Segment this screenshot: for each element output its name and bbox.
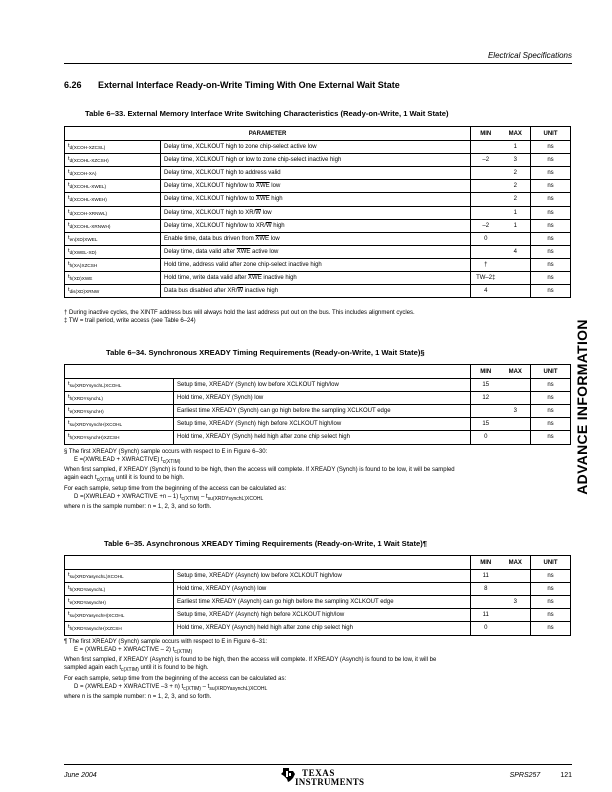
table2-note-7: where n is the sample number: n = 1, 2, 3, and so forth. bbox=[64, 504, 212, 511]
min-value bbox=[471, 193, 501, 206]
parameter-description: Delay time, XCLKOUT high/low to $\overline{XWE}$ low bbox=[161, 180, 471, 193]
table-row bbox=[65, 167, 571, 180]
table3-header-min: MIN bbox=[471, 556, 501, 570]
parameter-symbol: $t_{su(XRDYasynchH)XCOHL}$ bbox=[65, 609, 174, 622]
section-title-text: External Interface Ready-on-Write Timing With One External Wait State bbox=[98, 80, 400, 90]
parameter-description: Hold time, XREADY (Asynch) low bbox=[174, 583, 471, 596]
parameter-description: Delay time, XCLKOUT high/low to $XR/\overline{W}$ high bbox=[161, 219, 471, 232]
table-row bbox=[65, 392, 571, 405]
table2-note-5: For each sample, setup time from the beginning of the access can be calculated as: bbox=[64, 485, 287, 492]
table3-header-blank bbox=[65, 556, 471, 570]
max-value bbox=[501, 392, 531, 405]
table3-note-3: When first sampled, if XREADY (Asynch) is found to be high, then the access will complete. If XREADY (Asynch) is found to be low, it will be bbox=[64, 657, 437, 664]
table-row bbox=[65, 622, 571, 635]
table-row bbox=[65, 596, 571, 609]
parameter-symbol: $t_{d(XCOHL-XWEH)}$ bbox=[65, 193, 161, 206]
header-rule bbox=[64, 63, 572, 64]
max-value: 1 bbox=[501, 141, 531, 154]
table2-note-2: E =(XWRLEAD + XWRACTIVE) $t_{c(XTIM)}$ bbox=[74, 457, 181, 466]
table3-header-unit: UNIT bbox=[531, 556, 571, 570]
max-value bbox=[501, 379, 531, 392]
parameter-description: Hold time, address valid after zone chip-select inactive high bbox=[161, 258, 471, 271]
table2-note-4: again each $t_{c(XTIM)}$ until it is found to be high. bbox=[64, 475, 185, 484]
max-value: 2 bbox=[501, 167, 531, 180]
unit-value: ns bbox=[531, 219, 571, 232]
table1-note-ddagger: ‡ TW = trail period, write access (see Table 6–24) bbox=[64, 318, 196, 325]
table-row bbox=[65, 258, 571, 271]
parameter-symbol: $t_{d(XCOHL-XRNWH)}$ bbox=[65, 219, 161, 232]
parameter-symbol: $t_{e(XRDYsynchH)}$ bbox=[65, 405, 174, 418]
table3-caption: Table 6–35. Asynchronous XREADY Timing Requirements (Ready-on-Write, 1 Wait State)¶ bbox=[104, 539, 427, 548]
section-number: 6.26 bbox=[64, 80, 82, 90]
parameter-symbol: $t_{d(XCOH-XA)}$ bbox=[65, 167, 161, 180]
unit-value: ns bbox=[531, 405, 571, 418]
table1-note-dagger: † During inactive cycles, the XINTF address bus will always hold the last address put out on the bus. This includes alignment cycles. bbox=[64, 310, 415, 316]
parameter-description: Delay time, XCLKOUT high or low to zone chip-select inactive high bbox=[161, 154, 471, 167]
footer-right bbox=[510, 772, 572, 779]
unit-value: ns bbox=[531, 609, 571, 622]
table-row bbox=[65, 285, 571, 298]
table1-header-unit: UNIT bbox=[531, 127, 571, 141]
parameter-description: Hold time, XREADY (Synch) held high after zone chip select high bbox=[174, 431, 471, 444]
max-value bbox=[501, 418, 531, 431]
table3-note-4: sampled again each $t_{c(XTIM)}$ until it is found to be high. bbox=[64, 665, 209, 674]
parameter-symbol: $t_{h(XRDYsynchL)}$ bbox=[65, 392, 174, 405]
parameter-description: Enable time, data bus driven from $\overline{XWE}$ low bbox=[161, 232, 471, 245]
parameter-symbol: $t_{su(XRDYasynchL)XCOHL}$ bbox=[65, 570, 174, 583]
parameter-description: Earliest time XREADY (Synch) can go high before the sampling XCLKOUT edge bbox=[174, 405, 471, 418]
max-value bbox=[501, 570, 531, 583]
texas-instruments-logo bbox=[278, 767, 368, 787]
table2-caption: Table 6–34. Synchronous XREADY Timing Requirements (Ready-on-Write, 1 Wait State)§ bbox=[106, 348, 425, 357]
table2-header-min: MIN bbox=[471, 365, 501, 379]
min-value: 11 bbox=[471, 570, 501, 583]
max-value: 3 bbox=[501, 405, 531, 418]
footer-date: June 2004 bbox=[64, 772, 97, 779]
advance-information-banner: ADVANCE INFORMATION bbox=[574, 319, 590, 495]
unit-value: ns bbox=[531, 622, 571, 635]
max-value bbox=[501, 258, 531, 271]
min-value: 15 bbox=[471, 418, 501, 431]
min-value: † bbox=[471, 258, 501, 271]
min-value bbox=[471, 596, 501, 609]
max-value bbox=[501, 609, 531, 622]
min-value bbox=[471, 245, 501, 258]
unit-value: ns bbox=[531, 154, 571, 167]
parameter-description: Delay time, XCLKOUT high to $XR/\overline{W}$ low bbox=[161, 206, 471, 219]
parameter-description: Earliest time XREADY (Asynch) can go high before the sampling XCLKOUT edge bbox=[174, 596, 471, 609]
max-value: 1 bbox=[501, 219, 531, 232]
min-value bbox=[471, 206, 501, 219]
parameter-description: Setup time, XREADY (Synch) high before XCLKOUT high/low bbox=[174, 418, 471, 431]
table-row bbox=[65, 206, 571, 219]
parameter-symbol: $t_{su(XRDYsynchH)XCOHL}$ bbox=[65, 418, 174, 431]
min-value bbox=[471, 405, 501, 418]
min-value bbox=[471, 141, 501, 154]
parameter-symbol: $t_{d(XCOHL-XZCSH)}$ bbox=[65, 154, 161, 167]
footer-rule bbox=[64, 764, 572, 765]
unit-value: ns bbox=[531, 167, 571, 180]
table2-header-unit: UNIT bbox=[531, 365, 571, 379]
min-value: 15 bbox=[471, 379, 501, 392]
table-row bbox=[65, 232, 571, 245]
parameter-description: Delay time, XCLKOUT high to address valid bbox=[161, 167, 471, 180]
unit-value: ns bbox=[531, 418, 571, 431]
parameter-description: Data bus disabled after $XR/\overline{W}$ inactive high bbox=[161, 285, 471, 298]
min-value bbox=[471, 180, 501, 193]
table2-header-max: MAX bbox=[501, 365, 531, 379]
parameter-symbol: $t_{d(XCOH-XRNWL)}$ bbox=[65, 206, 161, 219]
table2 bbox=[64, 364, 571, 445]
max-value: 1 bbox=[501, 206, 531, 219]
table-row bbox=[65, 609, 571, 622]
unit-value: ns bbox=[531, 245, 571, 258]
table3-note-6: D = (XWRLEAD + XWRACTIVE –3 + n) $t_{c(XTIM)} - t_{su(XRDYasynchL)XCOHL}$ bbox=[74, 683, 268, 693]
parameter-symbol: $t_{h(XA)XZCSH}$ bbox=[65, 258, 161, 271]
unit-value: ns bbox=[531, 272, 571, 285]
table1-header-parameter: PARAMETER bbox=[65, 127, 471, 141]
min-value: 4 bbox=[471, 285, 501, 298]
min-value: 0 bbox=[471, 431, 501, 444]
footer-doc-id: SPRS257 bbox=[509, 772, 541, 779]
min-value: –2 bbox=[471, 154, 501, 167]
max-value: 3 bbox=[501, 154, 531, 167]
unit-value: ns bbox=[531, 193, 571, 206]
table1 bbox=[64, 126, 571, 298]
max-value bbox=[501, 622, 531, 635]
table-row bbox=[65, 193, 571, 206]
table1-notes bbox=[64, 309, 415, 325]
min-value: 8 bbox=[471, 583, 501, 596]
unit-value: ns bbox=[531, 392, 571, 405]
parameter-symbol: $t_{d(XWEL-XD)}$ bbox=[65, 245, 161, 258]
table2-note-6: D =(XWRLEAD + XWRACTIVE +n – 1) $t_{c(XTIM)} - t_{su(XRDYsynchL)XCOHL}$ bbox=[74, 493, 264, 503]
table3-note-1: ¶ The first XREADY (Synch) sample occurs with respect to E in Figure 6–31: bbox=[64, 639, 268, 645]
table3-note-5: For each sample, setup time from the beginning of the access can be calculated as: bbox=[64, 675, 287, 682]
max-value bbox=[501, 285, 531, 298]
footer-page-number: 121 bbox=[560, 772, 572, 779]
table-row bbox=[65, 431, 571, 444]
unit-value: ns bbox=[531, 583, 571, 596]
max-value bbox=[501, 272, 531, 285]
min-value bbox=[471, 167, 501, 180]
unit-value: ns bbox=[531, 232, 571, 245]
unit-value: ns bbox=[531, 180, 571, 193]
max-value: 2 bbox=[501, 180, 531, 193]
table3-note-7: where n is the sample number: n = 1, 2, 3, and so forth. bbox=[64, 694, 212, 701]
max-value bbox=[501, 431, 531, 444]
table2-note-1: § The first XREADY (Synch) sample occurs with respect to E in Figure 6–30: bbox=[64, 449, 268, 455]
table-row bbox=[65, 583, 571, 596]
unit-value: ns bbox=[531, 206, 571, 219]
unit-value: ns bbox=[531, 431, 571, 444]
parameter-symbol: $t_{d(XCOH-XZCSL)}$ bbox=[65, 141, 161, 154]
table3 bbox=[64, 555, 571, 636]
parameter-symbol: $t_{d(XCOHL-XWEL)}$ bbox=[65, 180, 161, 193]
parameter-symbol: $t_{h(XD)XWE}$ bbox=[65, 272, 161, 285]
parameter-symbol: $t_{h(XRDYasynchL)}$ bbox=[65, 583, 174, 596]
table1-header-max: MAX bbox=[501, 127, 531, 141]
min-value: –2 bbox=[471, 219, 501, 232]
parameter-symbol: $t_{h(XRDYsynchH)XZCSH}$ bbox=[65, 431, 174, 444]
min-value: 0 bbox=[471, 622, 501, 635]
parameter-description: Setup time, XREADY (Asynch) low before XCLKOUT high/low bbox=[174, 570, 471, 583]
ti-brand-line1: TEXAS bbox=[302, 768, 336, 778]
parameter-description: Delay time, XCLKOUT high to zone chip-select active low bbox=[161, 141, 471, 154]
table-row bbox=[65, 272, 571, 285]
max-value: 2 bbox=[501, 193, 531, 206]
parameter-description: Hold time, XREADY (Asynch) held high after zone chip select high bbox=[174, 622, 471, 635]
table3-notes bbox=[64, 638, 436, 701]
table-row bbox=[65, 570, 571, 583]
unit-value: ns bbox=[531, 596, 571, 609]
parameter-description: Delay time, XCLKOUT high/low to $\overline{XWE}$ high bbox=[161, 193, 471, 206]
parameter-symbol: $t_{su(XRDYsynchL)XCOHL}$ bbox=[65, 379, 174, 392]
parameter-description: Delay time, data valid after $\overline{XWE}$ active low bbox=[161, 245, 471, 258]
unit-value: ns bbox=[531, 570, 571, 583]
table2-header-blank bbox=[65, 365, 471, 379]
parameter-description: Hold time, write data valid after $\overline{XWE}$ inactive high bbox=[161, 272, 471, 285]
table2-note-3: When first sampled, if XREADY (Synch) is found to be high, then the access will complete. If XREADY (Synch) is found to be low, it will be sampled bbox=[64, 467, 455, 474]
table3-header-max: MAX bbox=[501, 556, 531, 570]
table-row bbox=[65, 405, 571, 418]
table-row bbox=[65, 219, 571, 232]
max-value bbox=[501, 583, 531, 596]
table3-note-2: E = (XWRLEAD + XWRACTIVE – 2) $t_{c(XTIM)}$ bbox=[74, 647, 193, 656]
ti-state-icon bbox=[280, 767, 296, 783]
parameter-description: Setup time, XREADY (Synch) low before XCLKOUT high/low bbox=[174, 379, 471, 392]
table-row bbox=[65, 180, 571, 193]
parameter-symbol: $t_{dis(XD)XRNW}$ bbox=[65, 285, 161, 298]
table-row bbox=[65, 418, 571, 431]
table-row bbox=[65, 379, 571, 392]
parameter-symbol: $t_{e(XRDYasynchH)}$ bbox=[65, 596, 174, 609]
parameter-description: Setup time, XREADY (Asynch) high before XCLKOUT high/low bbox=[174, 609, 471, 622]
parameter-symbol: $t_{en(XD)XWEL}$ bbox=[65, 232, 161, 245]
unit-value: ns bbox=[531, 285, 571, 298]
ti-brand-line2: INSTRUMENTS bbox=[295, 777, 365, 787]
table1-header-min: MIN bbox=[471, 127, 501, 141]
table1-caption: Table 6–33. External Memory Interface Write Switching Characteristics (Ready-on-Write, 1 Wait State) bbox=[85, 109, 449, 118]
max-value bbox=[501, 232, 531, 245]
min-value: 12 bbox=[471, 392, 501, 405]
table-row bbox=[65, 154, 571, 167]
min-value: 11 bbox=[471, 609, 501, 622]
running-header: Electrical Specifications bbox=[487, 51, 572, 60]
max-value: 4 bbox=[501, 245, 531, 258]
max-value: 3 bbox=[501, 596, 531, 609]
unit-value: ns bbox=[531, 258, 571, 271]
unit-value: ns bbox=[531, 379, 571, 392]
parameter-description: Hold time, XREADY (Synch) low bbox=[174, 392, 471, 405]
table-row bbox=[65, 245, 571, 258]
table2-notes bbox=[64, 448, 455, 511]
min-value: TW–2‡ bbox=[471, 272, 501, 285]
min-value: 0 bbox=[471, 232, 501, 245]
unit-value: ns bbox=[531, 141, 571, 154]
table-row bbox=[65, 141, 571, 154]
section-title bbox=[64, 80, 400, 90]
parameter-symbol: $t_{h(XRDYasynchH)XZCSH}$ bbox=[65, 622, 174, 635]
